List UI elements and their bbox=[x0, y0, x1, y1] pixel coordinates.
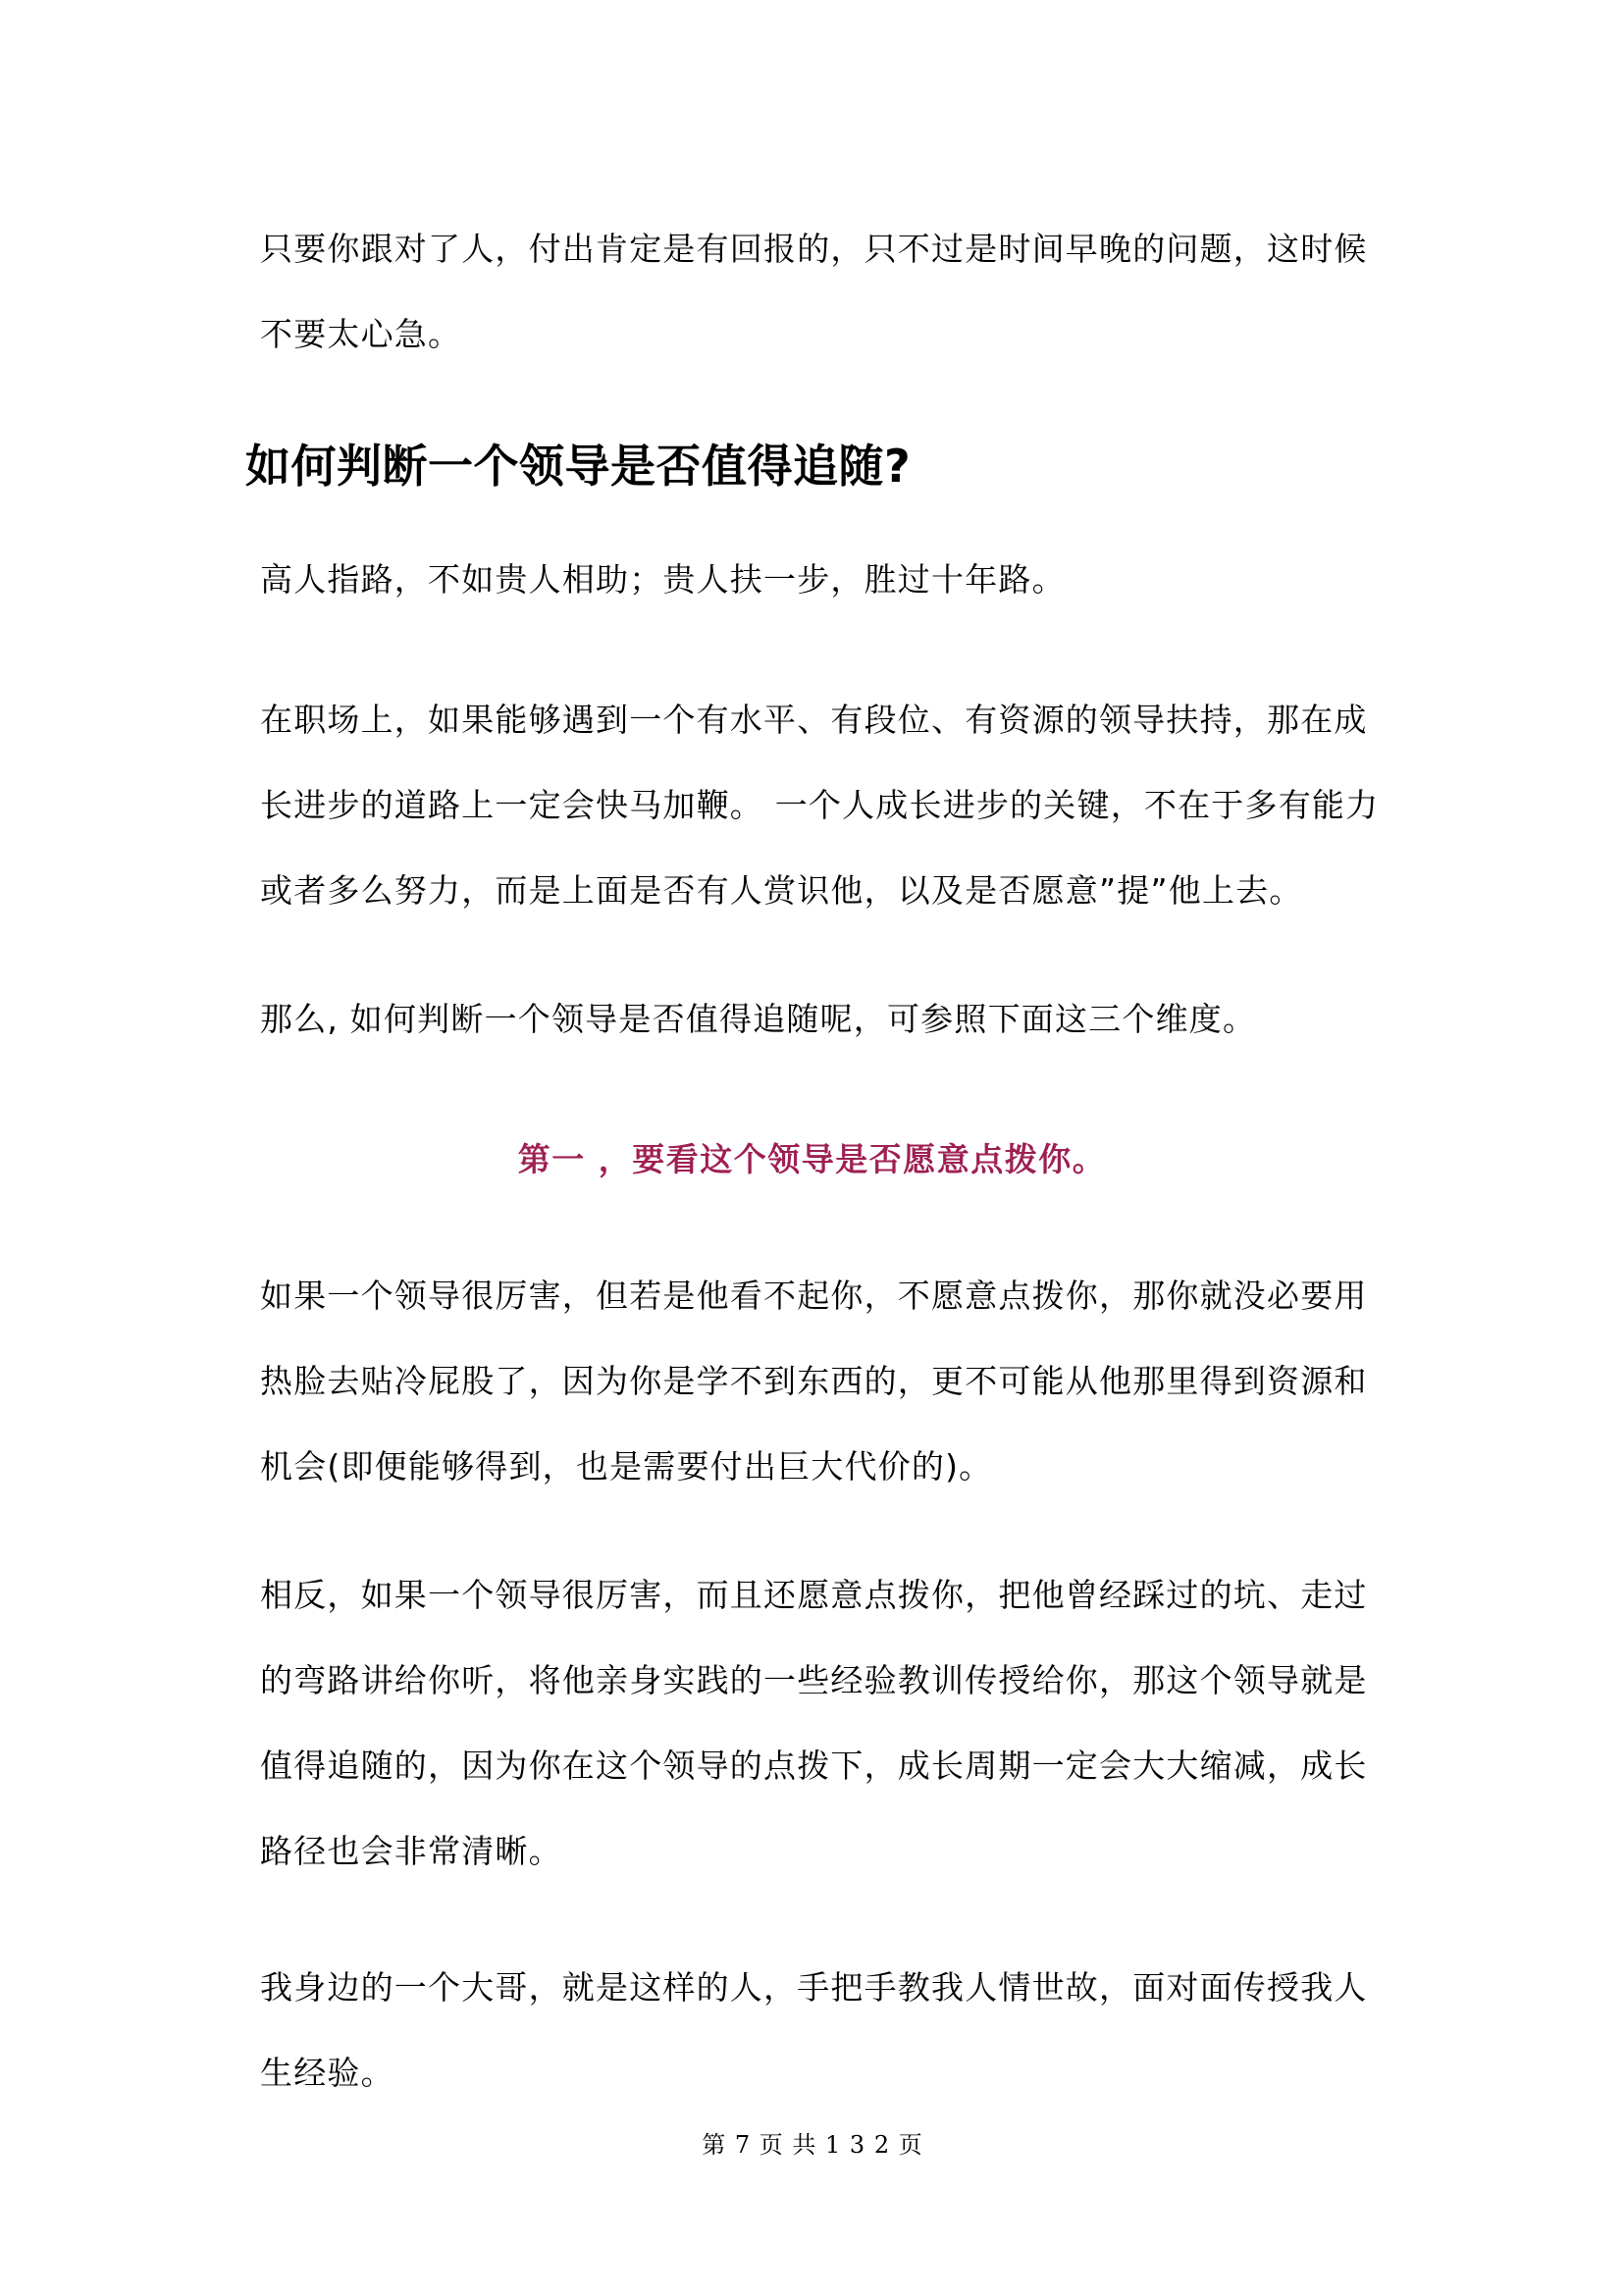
paragraph-personal-story: 我身边的一个大哥，就是这样的人，手把手教我人情世故，面对面传授我人生经验。 bbox=[260, 1968, 1368, 2092]
paragraph-negative-case: 如果一个领导很厉害，但若是他看不起你，不愿意点拨你，那你就没必要用热脸去贴冷屁股了，因为你是学不到东西的，更不可能从他那里得到资源和机会(即便能够得到，也是需要付出巨大代价的)。 bbox=[260, 1277, 1368, 1486]
paragraph-positive-case: 相反，如果一个领导很厉害，而且还愿意点拨你，把他曾经踩过的坑、走过的弯路讲给你听，将他亲身实践的一些经验教训传授给你，那这个领导就是值得追随的，因为你在这个领导的点拨下，成长周期一定会大大缩减，成长路径也会非常清晰。 bbox=[260, 1576, 1368, 1870]
paragraph-proverb: 高人指路，不如贵人相助；贵人扶一步，胜过十年路。 bbox=[260, 560, 1066, 599]
paragraph-lead-in: 那么, 如何判断一个领导是否值得追随呢，可参照下面这三个维度。 bbox=[260, 1000, 1257, 1038]
paragraph-intro: 只要你跟对了人，付出肯定是有回报的，只不过是时间早晚的问题，这时候不要太心急。 bbox=[260, 230, 1368, 353]
page-number-footer: 第 7 页 共 1 3 2 页 bbox=[702, 2131, 922, 2159]
paragraph-workplace: 在职场上，如果能够遇到一个有水平、有段位、有资源的领导扶持，那在成长进步的道路上一定会快马加鞭。 一个人成长进步的关键，不在于多有能力或者多么努力，而是上面是否有人赏识他，以及是否愿意”提”他上去。 bbox=[260, 701, 1380, 910]
subheading-first-point: 第一 ，要看这个领导是否愿意点拨你。 bbox=[517, 1140, 1107, 1178]
section-heading: 如何判断一个领导是否值得追随? bbox=[245, 440, 912, 493]
